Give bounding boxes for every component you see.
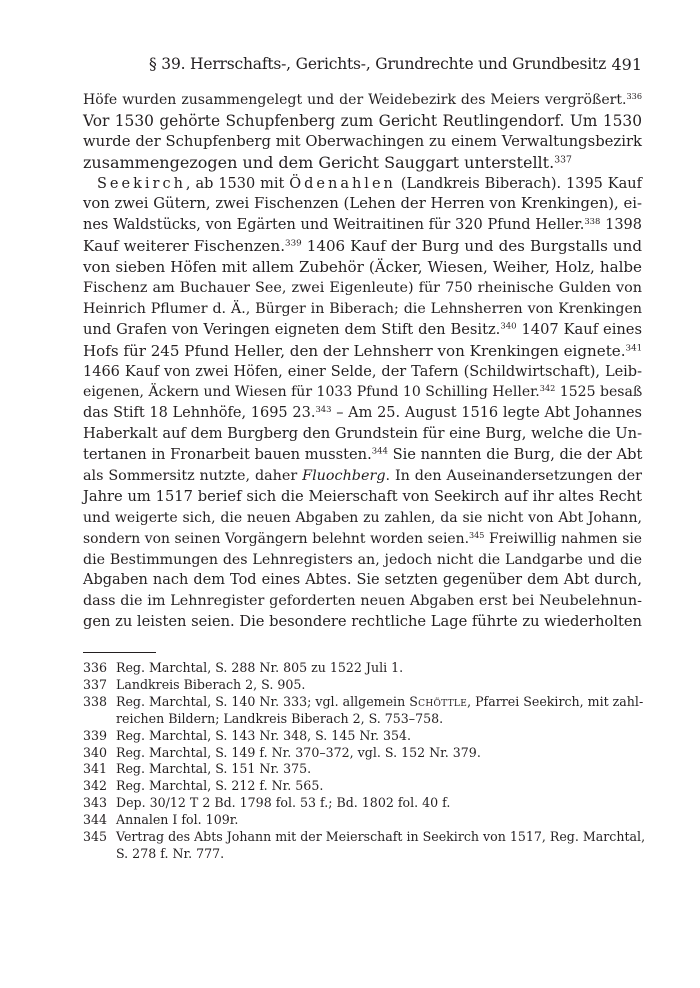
text-line: Heinrich Pflumer d. Ä., Bürger in Biberach; die Lehnsherren von Krenkingen (83, 300, 642, 317)
running-title: § 39. Herrschafts-, Gerichts-, Grundrechte und Grundbesitz (149, 55, 607, 73)
footnote-text: Dep. 30/12 T 2 Bd. 1798 fol. 53 f.; Bd. 1802 fol. 40 f. (116, 795, 451, 811)
footnote (83, 745, 642, 762)
running-header (83, 55, 642, 79)
text-line: von sieben Höfen mit allem Zubehör (Äcker, Wiesen, Weiher, Holz, halbe (83, 258, 642, 277)
footnote (83, 660, 642, 677)
footnote (83, 812, 642, 829)
text-line: Abgaben nach dem Tod eines Abtes. Sie setzten gegenüber dem Abt durch, (83, 572, 642, 589)
footnote-text: Vertrag des Abts Johann mit der Meierschaft in Seekirch von 1517, Reg. Marchtal, S. 278 f. Nr. 777. (116, 829, 646, 861)
spaced-place-name: Ödenahlen (289, 175, 396, 192)
footnote-text: Reg. Marchtal, S. 151 Nr. 375. (116, 761, 312, 777)
author-name: Schöttle (409, 693, 468, 709)
footnote-number: 342 (83, 778, 108, 794)
text-line: tertanen in Fronarbeit bauen mussten.$^{344}$ Sie nannten die Burg, die der Abt (83, 446, 643, 464)
footnote (83, 778, 642, 795)
footnote-ref: 345 (469, 530, 485, 540)
footnote (83, 829, 646, 863)
footnote-ref: 340 (500, 321, 517, 332)
footnote-number: 338 (83, 693, 108, 709)
text-line: Kauf weiterer Fischenzen.$^{339}$ 1406 Kauf der Burg und des Burgstalls und (83, 237, 643, 256)
footnote-text: Reg. Marchtal, S. 140 Nr. 333; vgl. allgemein Schöttle, Pfarrei Seekirch, mit zahl- reichen Bildern; Landkreis Biberach 2, S. 753–758. (116, 693, 644, 726)
footnote (83, 761, 642, 778)
footnote (83, 795, 642, 812)
footnote-ref: 339 (285, 238, 302, 249)
footnote-number: 340 (83, 744, 108, 760)
text-line: dass die im Lehnregister geforderten neuen Abgaben erst bei Neubelehnun- (83, 593, 642, 610)
text-line: gen zu leisten seien. Die besondere rechtliche Lage führte zu wiederholten (83, 613, 642, 631)
footnote-ref: 338 (584, 216, 601, 227)
spaced-place-name: Seekirch (97, 175, 186, 192)
text-line: die Bestimmungen des Lehnregisters an, jedoch nicht die Landgarbe und die (83, 551, 642, 568)
footnote-number: 341 (83, 761, 108, 777)
footnote-number: 345 (83, 829, 108, 845)
text-line: das Stift 18 Lehnhöfe, 1695 23.$^{343}$ – Am 25. August 1516 legte Abt Johannes (83, 404, 643, 422)
footnote (83, 728, 642, 745)
main-text (83, 90, 642, 633)
footnote-separator (83, 652, 156, 653)
page-number: 491 (611, 55, 642, 74)
text-line: und weigerte sich, die neuen Abgaben zu zahlen, da sie nicht von Abt Johann, (83, 509, 642, 526)
footnote-number: 336 (83, 660, 108, 675)
footnote-text: Reg. Marchtal, S. 143 Nr. 348, S. 145 Nr. 354. (116, 727, 412, 743)
text-line: und Grafen von Veringen eigneten dem Stift den Besitz.$^{340}$ 1407 Kauf eines (83, 320, 642, 338)
text-line: 1466 Kauf von zwei Höfen, einer Selde, der Tafern (Schildwirtschaft), Leib- (83, 363, 642, 380)
footnote-ref: 344 (371, 446, 388, 457)
footnote-ref: 337 (554, 153, 572, 165)
text-line: nes Waldstücks, von Egärten und Weitraitinen für 320 Pfund Heller.$^{338}$ 1398 (83, 216, 642, 234)
text-line: sondern von seinen Vorgängern belehnt worden seien.$^{345}$ Freiwillig nahmen sie (83, 530, 643, 547)
footnote-text: Reg. Marchtal, S. 149 f. Nr. 370–372, vgl. S. 152 Nr. 379. (116, 744, 481, 760)
text-line: von zwei Gütern, zwei Fischenzen (Lehen der Herren von Krenkingen), ei- (83, 195, 642, 213)
text-line: Seekirch, ab 1530 mit Ödenahlen (Landkreis Biberach). 1395 Kauf (97, 175, 642, 192)
footnote-ref: 336 (626, 90, 642, 101)
text-line: wurde der Schupfenberg mit Oberwachingen zu einem Verwaltungsbezirk (83, 132, 642, 150)
footnote-text: Annalen I fol. 109r. (116, 812, 239, 828)
footnote-ref: 342 (539, 383, 556, 394)
footnote-text: Reg. Marchtal, S. 212 f. Nr. 565. (116, 778, 324, 794)
footnote-number: 337 (83, 676, 108, 692)
text-line: eigenen, Äckern und Wiesen für 1033 Pfund 10 Schilling Heller.$^{342}$ 1525 besaß (83, 383, 643, 401)
footnote-text: Landkreis Biberach 2, S. 905. (116, 676, 306, 692)
footnote (83, 677, 642, 694)
footnote (83, 694, 642, 728)
footnote-number: 339 (83, 727, 108, 743)
text-line: Fischenz am Buchauer See, zwei Eigenleute) für 750 rheinische Gulden von (83, 280, 642, 297)
text-line: Jahre um 1517 berief sich die Meierschaft von Seekirch auf ihr altes Recht (83, 487, 642, 505)
text-line: zusammengezogen und dem Gericht Sauggart unterstellt.$^{337}$ (83, 152, 572, 172)
text-line: Höfe wurden zusammengelegt und der Weidebezirk des Meiers vergrößert.$^{336}$ (83, 90, 642, 108)
text-line: als Sommersitz nutzte, daher Fluochberg. In den Auseinandersetzungen der (83, 468, 642, 485)
footnote-ref: 341 (625, 343, 643, 354)
footnotes (83, 660, 646, 863)
footnote-number: 343 (83, 795, 108, 811)
footnote-ref: 343 (315, 404, 332, 415)
text-line: Vor 1530 gehörte Schupfenberg zum Gericht Reutlingendorf. Um 1530 (83, 111, 642, 130)
footnote-number: 344 (83, 812, 108, 828)
text-line: Hofs für 245 Pfund Heller, den der Lehnsherr von Krenkingen eignete.$^{341}$ (83, 341, 643, 360)
text-line: Haberkalt auf dem Burgberg den Grundstein für eine Burg, welche die Un- (83, 425, 643, 443)
footnote-text: Reg. Marchtal, S. 288 Nr. 805 zu 1522 Juli 1. (116, 660, 404, 675)
italic-name: Fluochberg (302, 468, 386, 485)
